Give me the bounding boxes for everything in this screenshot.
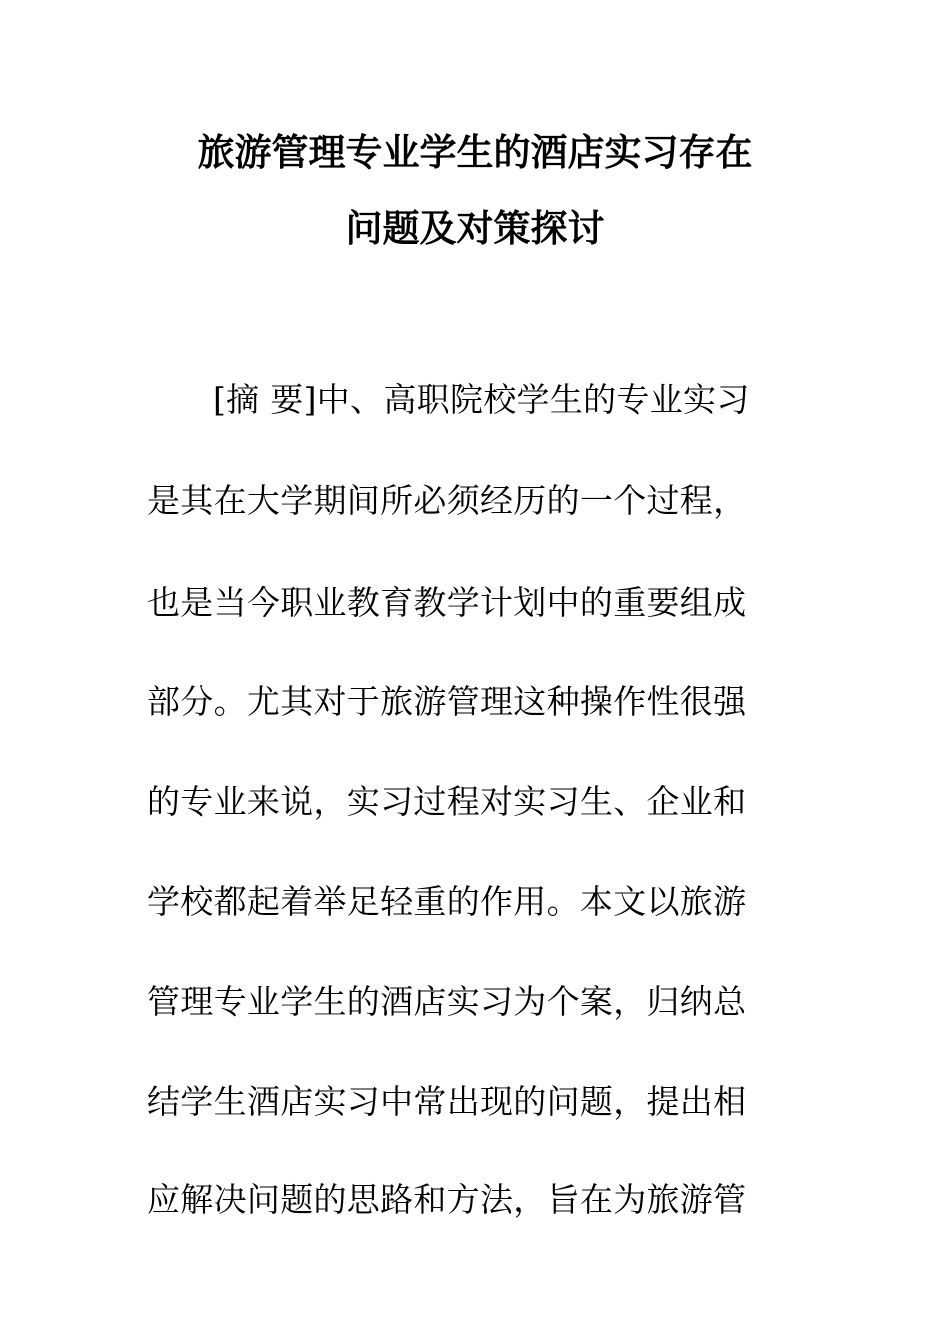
abstract-line-6: 学校都起着举足轻重的作用。本文以旅游 bbox=[147, 882, 747, 921]
document-title-line-2: 问题及对策探讨 bbox=[345, 206, 605, 250]
abstract-line-4: 部分。尤其对于旅游管理这种操作性很强 bbox=[147, 682, 747, 721]
abstract-line-2: 是其在大学期间所必须经历的一个过程， bbox=[147, 481, 747, 520]
document-title-line-1: 旅游管理专业学生的酒店实习存在 bbox=[197, 130, 753, 174]
abstract-line-9: 应解决问题的思路和方法，旨在为旅游管 bbox=[147, 1180, 747, 1219]
abstract-line-8: 结学生酒店实习中常出现的问题，提出相 bbox=[147, 1082, 747, 1121]
abstract-line-3: 也是当今职业教育教学计划中的重要组成 bbox=[147, 583, 747, 622]
abstract-line-7: 管理专业学生的酒店实习为个案，归纳总 bbox=[147, 982, 747, 1021]
abstract-line-5: 的专业来说，实习过程对实习生、企业和 bbox=[147, 782, 747, 821]
abstract-line-1: [摘 要]中、高职院校学生的专业实习 bbox=[213, 380, 750, 419]
